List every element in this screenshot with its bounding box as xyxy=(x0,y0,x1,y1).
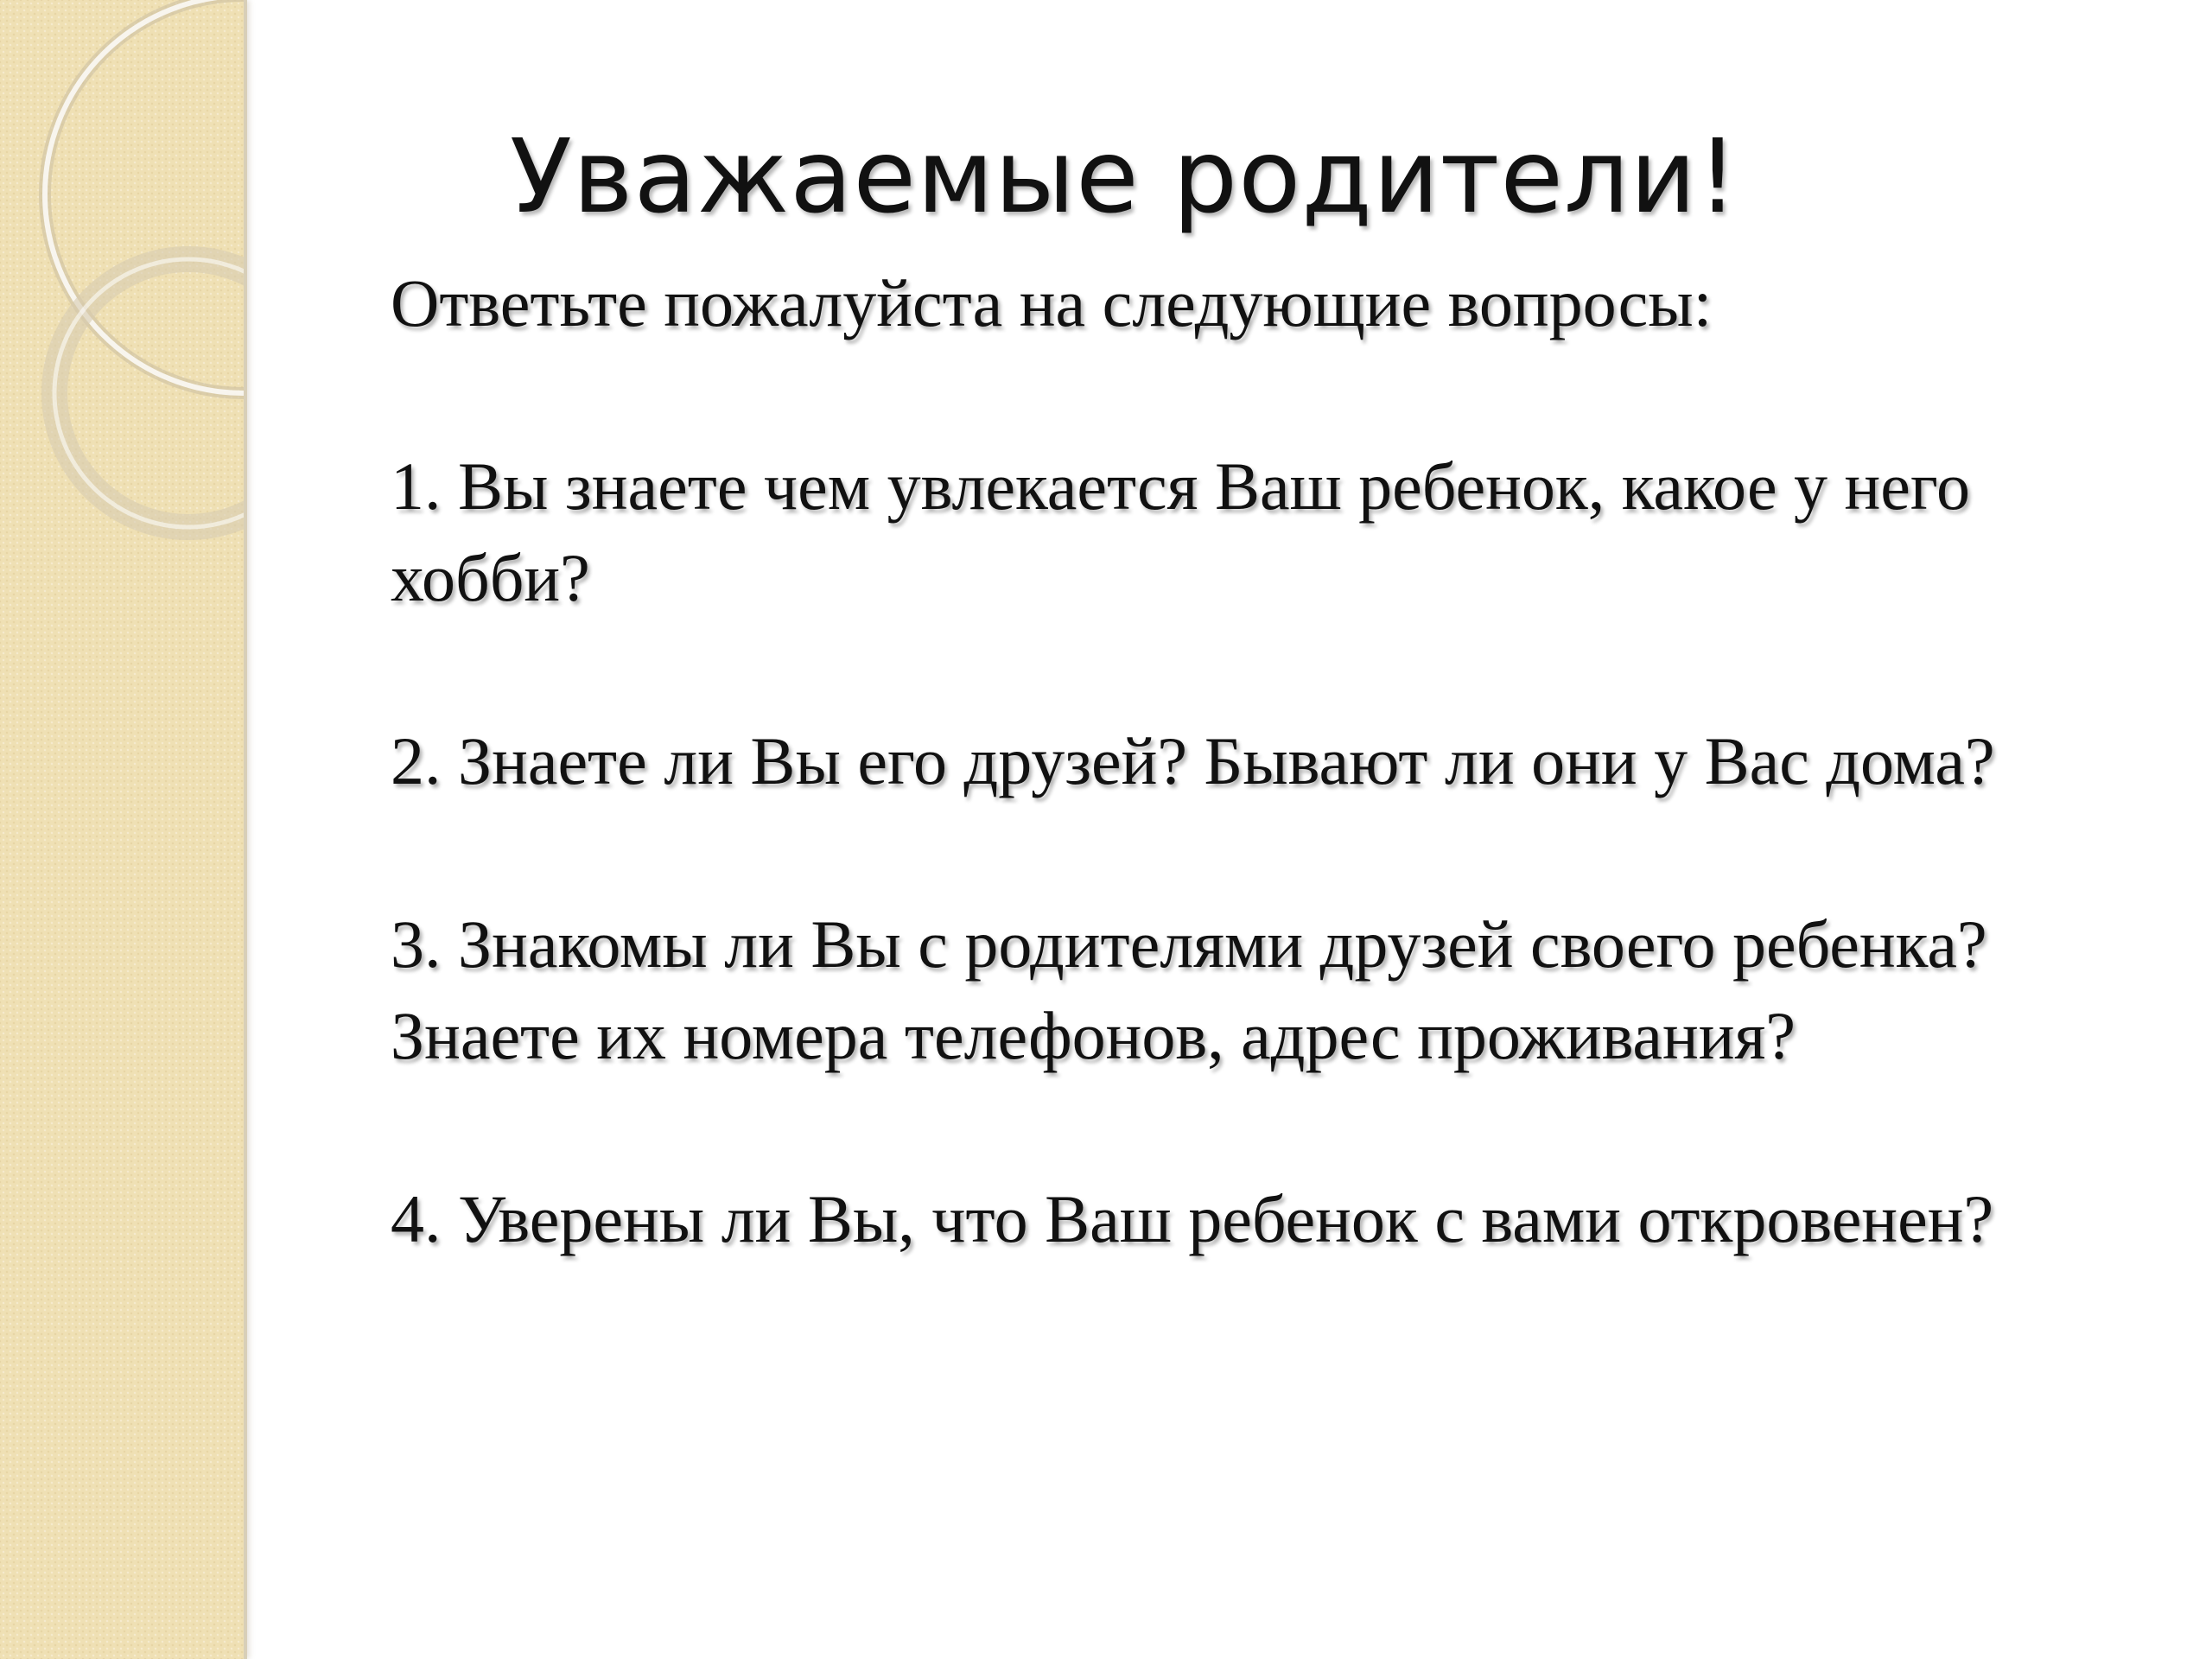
decorative-side-panel xyxy=(0,0,247,1659)
question-2: 2. Знаете ли Вы его друзей? Бывают ли они у Вас дома? xyxy=(391,723,1995,798)
intro-text: Ответьте пожалуйста на следующие вопросы: xyxy=(391,265,1713,340)
question-4: 4. Уверены ли Вы, что Ваш ребенок с вами откровенен? xyxy=(391,1181,1994,1256)
question-3: 3. Знакомы ли Вы с родителями друзей своего ребенка? Знаете их номера телефонов, адрес проживания? xyxy=(391,906,1987,1073)
decorative-rings-icon xyxy=(0,0,244,553)
slide-title: Уважаемые родители! xyxy=(510,117,1739,236)
slide-content xyxy=(391,257,2015,1265)
question-1: 1. Вы знаете чем увлекается Ваш ребенок, какое у него хобби? xyxy=(391,448,1970,615)
